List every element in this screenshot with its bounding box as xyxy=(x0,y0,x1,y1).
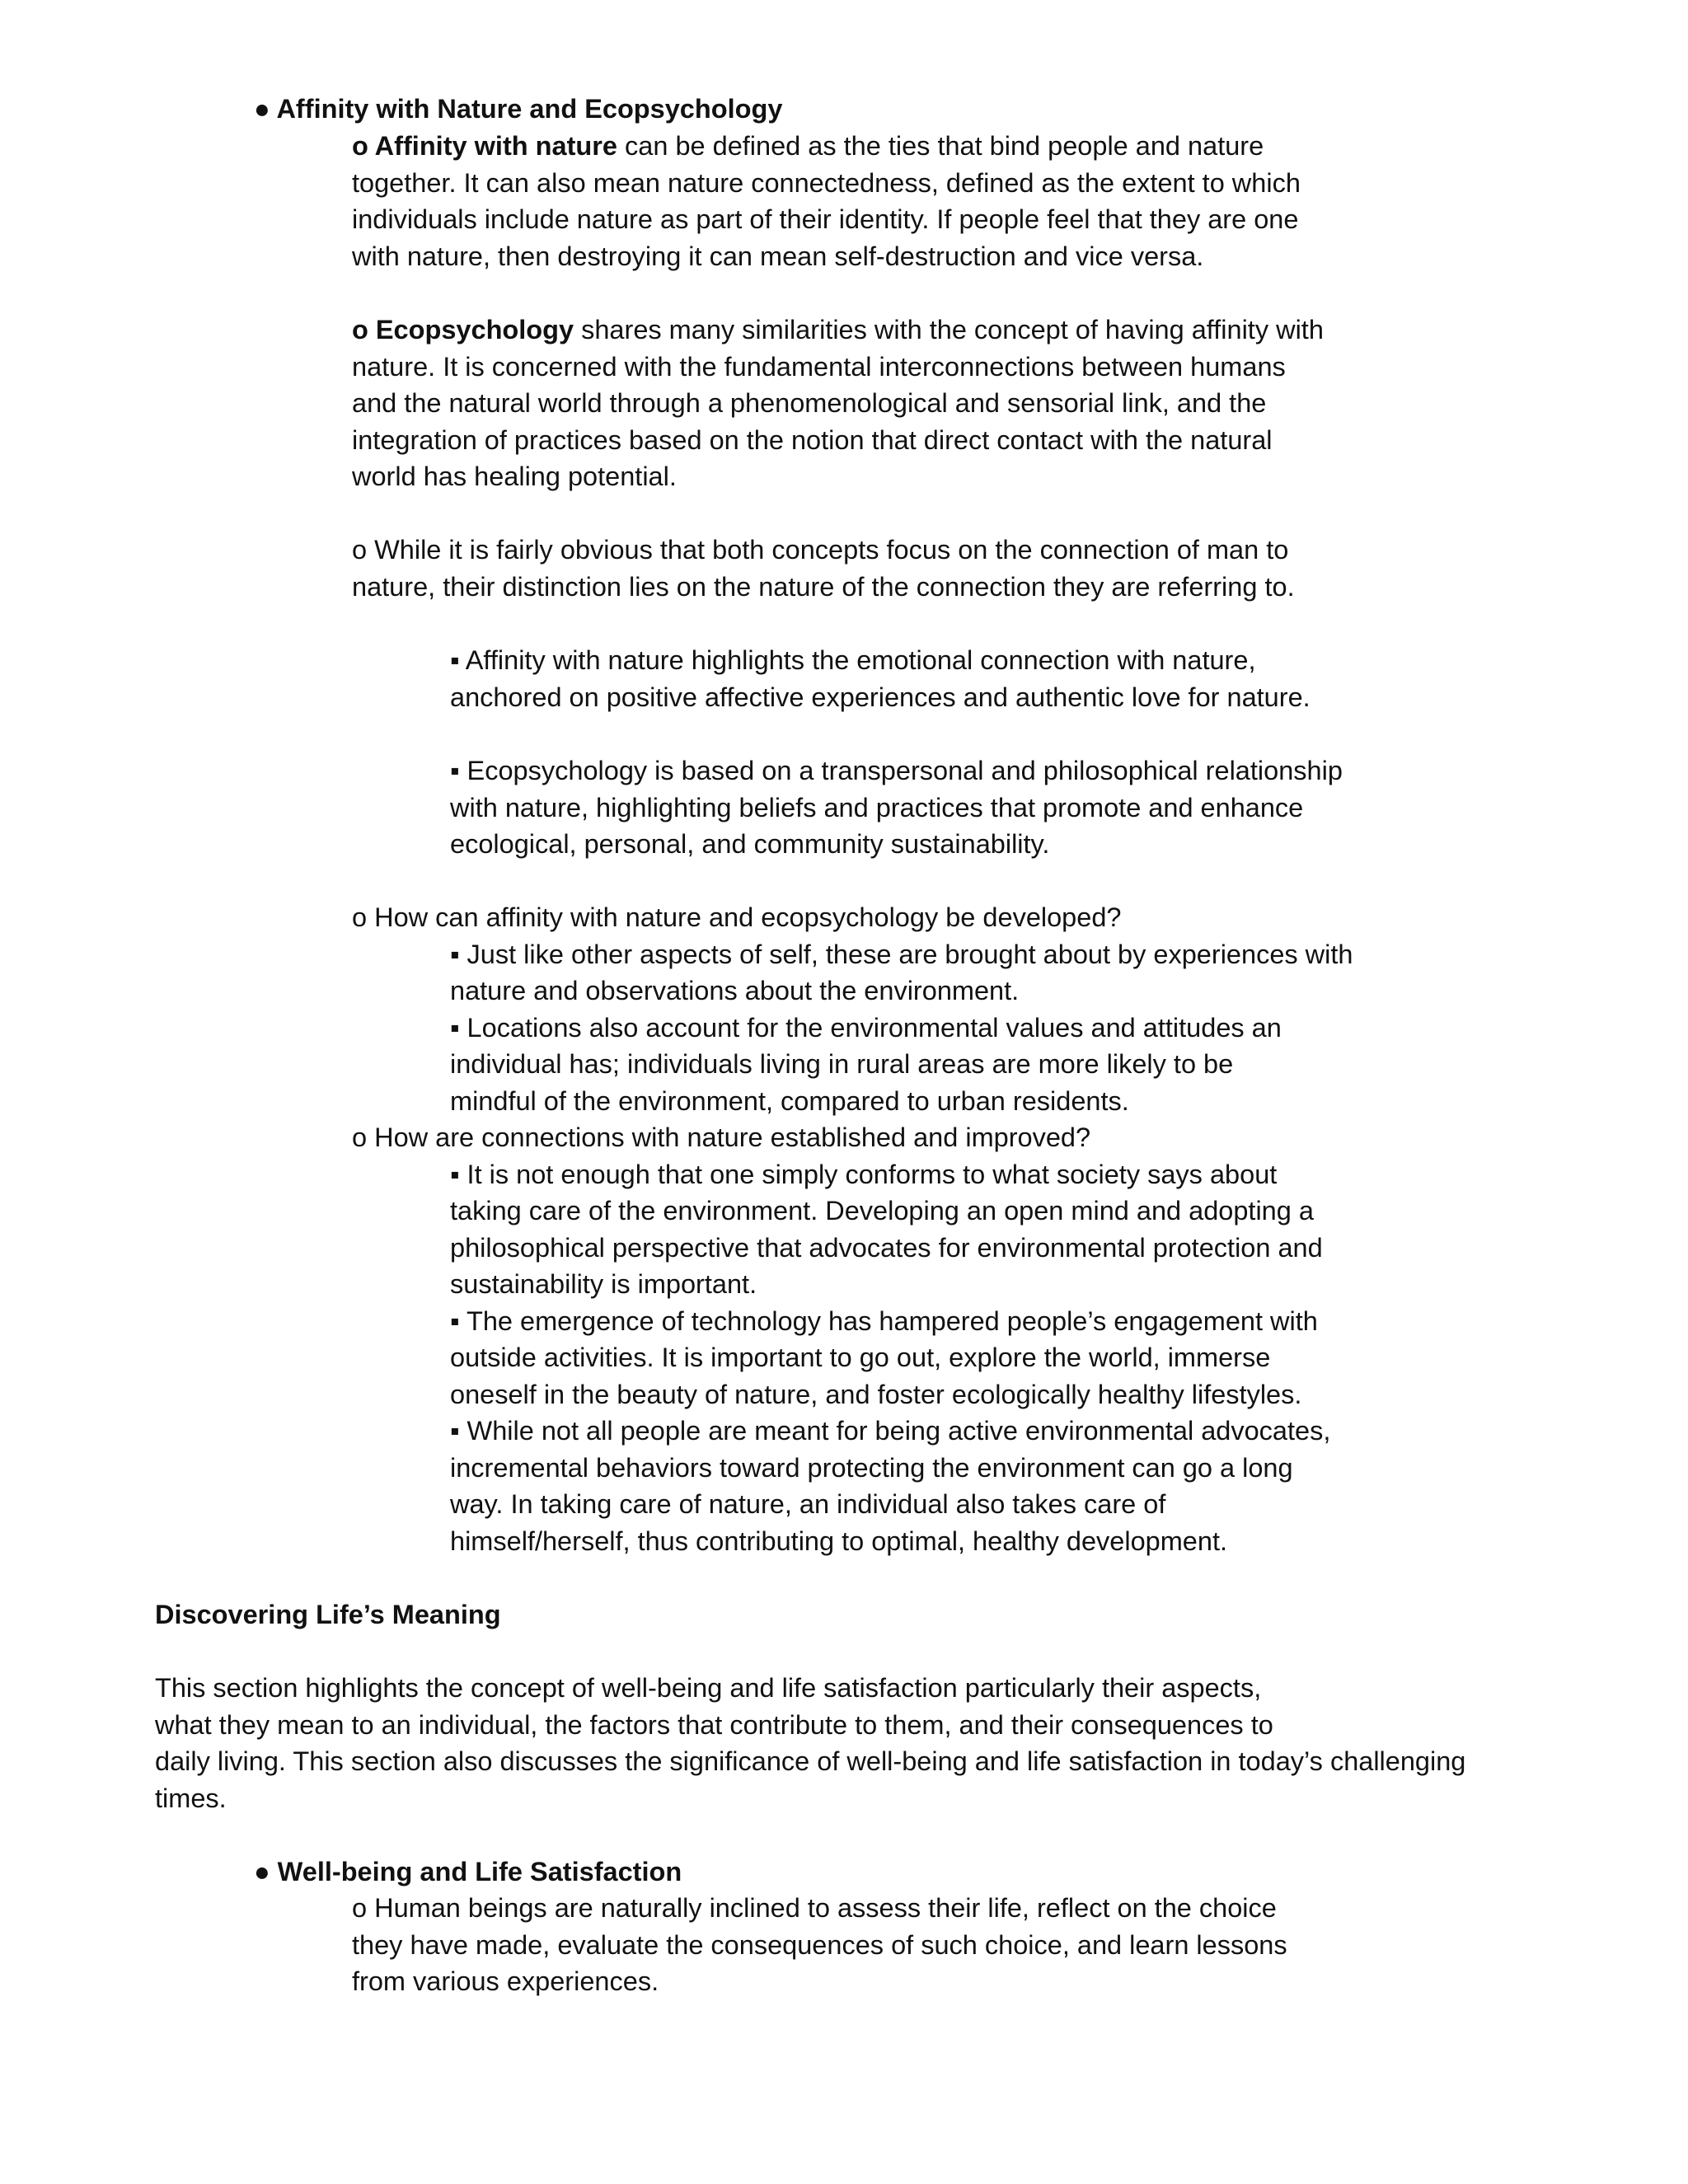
sub-bullet-line: nature and observations about the environment. xyxy=(450,976,1020,1005)
intro-line: This section highlights the concept of well-being and life satisfaction particularly their aspects, xyxy=(155,1673,1262,1703)
paragraph-line: nature, their distinction lies on the nature of the connection they are referring to. xyxy=(352,572,1295,602)
sub-bullet-line: ▪ Just like other aspects of self, these are brought about by experiences with xyxy=(450,940,1353,969)
paragraph-text: shares many similarities with the concept of having affinity with xyxy=(574,315,1324,344)
paragraph-ecopsychology-first-line xyxy=(352,312,1324,349)
sub-bullet-line: way. In taking care of nature, an individual also takes care of xyxy=(450,1489,1166,1519)
sub-bullet-line: philosophical perspective that advocates for environmental protection and xyxy=(450,1233,1323,1263)
sub-bullet-line: ▪ Affinity with nature highlights the emotional connection with nature, xyxy=(450,645,1256,675)
paragraph-line: nature. It is concerned with the fundamental interconnections between humans xyxy=(352,352,1286,382)
sub-bullet-line: mindful of the environment, compared to urban residents. xyxy=(450,1086,1129,1116)
sub-bullet-line: incremental behaviors toward protecting the environment can go a long xyxy=(450,1453,1293,1483)
sub-bullet-line: individual has; individuals living in rural areas are more likely to be xyxy=(450,1049,1234,1079)
sub-bullet-line: outside activities. It is important to go out, explore the world, immerse xyxy=(450,1343,1271,1372)
intro-line: what they mean to an individual, the factors that contribute to them, and their consequences to xyxy=(155,1710,1273,1740)
sub-bullet-line: sustainability is important. xyxy=(450,1269,757,1299)
term-ecopsychology: o Ecopsychology xyxy=(352,315,574,344)
paragraph-line: and the natural world through a phenomenological and sensorial link, and the xyxy=(352,388,1267,418)
question-established: o How are connections with nature established and improved? xyxy=(352,1122,1091,1152)
term-affinity-with-nature: o Affinity with nature xyxy=(352,131,617,161)
section-heading-life-meaning: Discovering Life’s Meaning xyxy=(155,1600,501,1629)
sub-bullet-line: with nature, highlighting beliefs and practices that promote and enhance xyxy=(450,793,1304,823)
paragraph-line: o While it is fairly obvious that both concepts focus on the connection of man to xyxy=(352,535,1289,565)
paragraph-line: they have made, evaluate the consequences of such choice, and learn lessons xyxy=(352,1930,1287,1960)
question-developed: o How can affinity with nature and ecopsychology be developed? xyxy=(352,902,1122,932)
paragraph-text: can be defined as the ties that bind people and nature xyxy=(617,131,1264,161)
paragraph-affinity-first-line xyxy=(352,128,1264,165)
paragraph-line: individuals include nature as part of their identity. If people feel that they are one xyxy=(352,204,1299,234)
paragraph-line: o Human beings are naturally inclined to assess their life, reflect on the choice xyxy=(352,1893,1277,1923)
sub-bullet-line: ecological, personal, and community sustainability. xyxy=(450,829,1050,859)
section-heading-well-being: ● Well-being and Life Satisfaction xyxy=(254,1857,682,1886)
sub-bullet-line: anchored on positive affective experiences and authentic love for nature. xyxy=(450,682,1311,712)
paragraph-line: world has healing potential. xyxy=(352,462,677,491)
intro-line: times. xyxy=(155,1783,227,1813)
paragraph-line: together. It can also mean nature connectedness, defined as the extent to which xyxy=(352,168,1301,198)
sub-bullet-line: ▪ The emergence of technology has hampered people’s engagement with xyxy=(450,1306,1318,1336)
paragraph-line: with nature, then destroying it can mean self-destruction and vice versa. xyxy=(352,241,1204,271)
paragraph-line: integration of practices based on the notion that direct contact with the natural xyxy=(352,425,1273,455)
sub-bullet-line: himself/herself, thus contributing to optimal, healthy development. xyxy=(450,1526,1228,1556)
sub-bullet-line: ▪ Locations also account for the environmental values and attitudes an xyxy=(450,1013,1282,1043)
sub-bullet-line: ▪ Ecopsychology is based on a transpersonal and philosophical relationship xyxy=(450,756,1343,785)
section-heading-affinity: ● Affinity with Nature and Ecopsychology xyxy=(254,94,783,124)
sub-bullet-line: taking care of the environment. Developing an open mind and adopting a xyxy=(450,1196,1314,1226)
intro-line: daily living. This section also discusses the significance of well-being and life satisfaction in today’s challenging xyxy=(155,1746,1466,1776)
sub-bullet-line: ▪ While not all people are meant for being active environmental advocates, xyxy=(450,1416,1331,1446)
sub-bullet-line: ▪ It is not enough that one simply conforms to what society says about xyxy=(450,1160,1278,1189)
sub-bullet-line: oneself in the beauty of nature, and foster ecologically healthy lifestyles. xyxy=(450,1380,1302,1409)
paragraph-line: from various experiences. xyxy=(352,1966,659,1996)
